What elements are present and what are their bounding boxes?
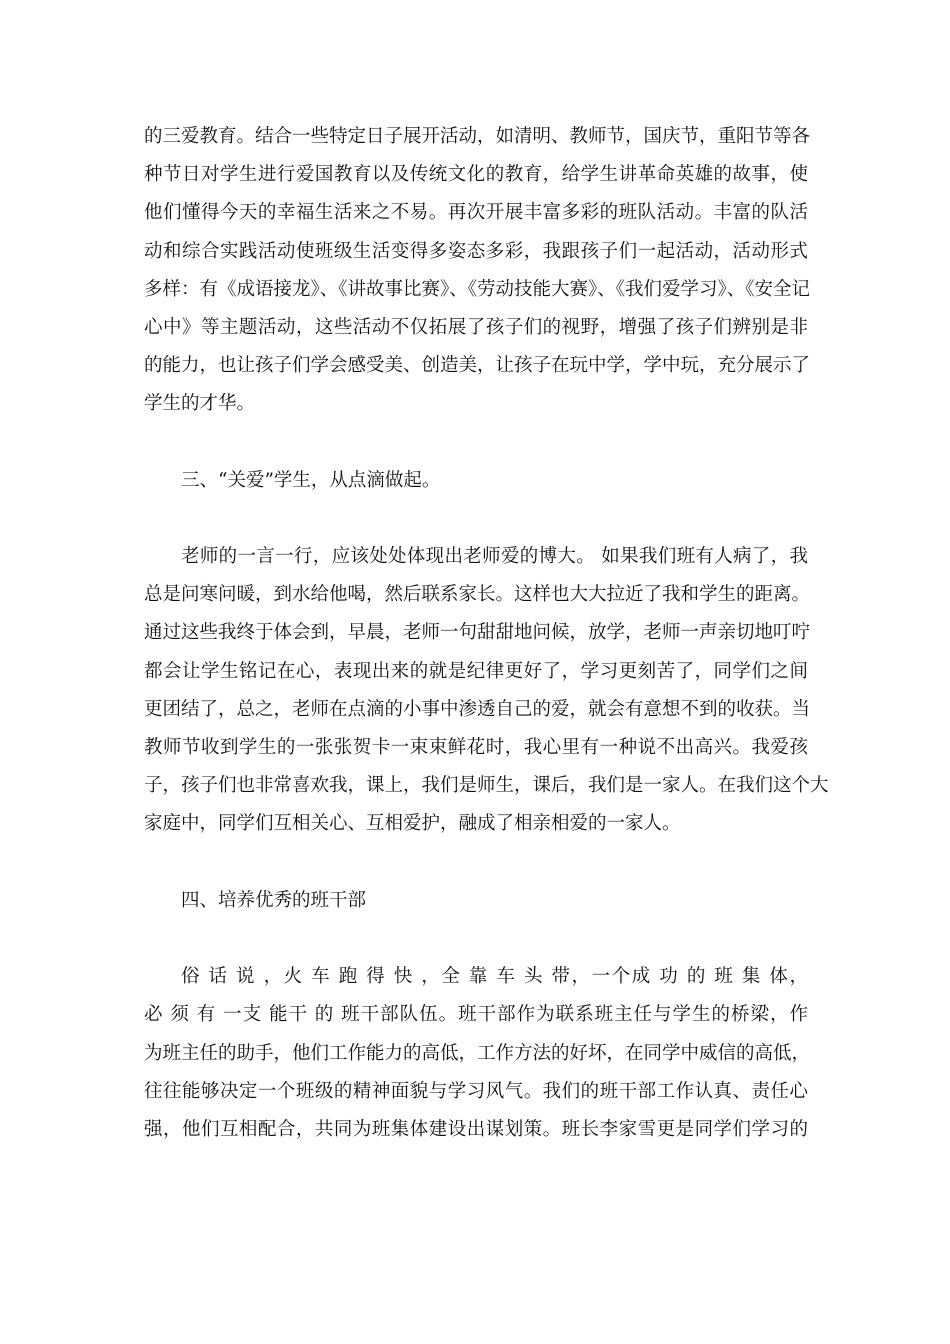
text-line: 多样：有《成语接龙》、《讲故事比赛》、《劳动技能大赛》、《我们爱学习》、《安全记	[144, 278, 811, 300]
text-line: 心中》等主题活动，这些活动不仅拓展了孩子们的视野，增强了孩子们辨别是非	[144, 316, 808, 338]
section-heading-4: 四、培养优秀的班干部	[181, 889, 367, 911]
text-line: 的能力，也让孩子们学会感受美、创造美，让孩子在玩中学，学中玩，充分展示了	[144, 355, 811, 377]
text-line: 都会让学生铭记在心，表现出来的就是纪律更好了，学习更刻苦了，同学们之间	[144, 660, 808, 682]
text-line: 学生的才华。	[144, 393, 256, 415]
text-line: 往往能够决定一个班级的精神面貌与学习风气。我们的班干部工作认真、责任心	[144, 1080, 808, 1102]
text-line: 动和综合实践活动使班级生活变得多姿态多彩，我跟孩子们一起活动，活动形式	[144, 240, 808, 262]
text-line: 教师节收到学生的一张张贺卡一束束鲜花时，我心里有一种说不出高兴。我爱孩	[144, 737, 808, 758]
text-line: 通过这些我终于体会到，早晨，老师一句甜甜地问候，放学，老师一声亲切地叮咛	[144, 622, 811, 644]
text-line: 必 须 有 一支 能干 的 班干部队伍。班干部作为联系班主任与学生的桥梁，作	[144, 1004, 808, 1026]
text-line: 强，他们互相配合，共同为班集体建设出谋划策。班长李家雪更是同学们学习的	[144, 1118, 808, 1140]
text-line: 的三爱教育。结合一些特定日子展开活动，如清明、教师节，国庆节，重阳节等各	[144, 126, 811, 147]
paragraph-gap	[144, 920, 808, 958]
paragraph-1	[144, 118, 811, 424]
section-heading-3: 三、“关爱”学生，从点滴做起。	[181, 469, 441, 491]
text-line: 为班主任的助手，他们工作能力的高低，工作方法的好坏，在同学中威信的高低，	[144, 1042, 811, 1064]
paragraph-gap	[144, 844, 808, 882]
paragraph-gap	[144, 424, 808, 462]
paragraph-3	[144, 958, 811, 1149]
paragraph-2	[144, 538, 829, 844]
text-line: 种节日对学生进行爱国教育以及传统文化的教育，给学生讲革命英雄的故事，使	[144, 164, 808, 186]
paragraph-gap	[144, 500, 808, 538]
text-line: 他们懂得今天的幸福生活来之不易。再次开展丰富多彩的班队活动。丰富的队活	[144, 202, 808, 224]
document-body	[144, 118, 829, 1149]
text-line: 俗 话 说 ，火 车 跑 得 快 ，全 靠 车 头 带，一个成 功 的 班 集 体，	[181, 966, 808, 988]
text-line: 子，孩子们也非常喜欢我，课上，我们是师生，课后，我们是一家人。在我们这个大	[144, 775, 829, 797]
text-line: 家庭中，同学们互相关心、互相爱护，融成了相亲相爱的一家人。	[144, 813, 681, 835]
text-line: 更团结了，总之，老师在点滴的小事中渗透自己的爱，就会有意想不到的收获。当	[144, 698, 811, 720]
text-line: 老师的一言一行，应该处处体现出老师爱的博大。 如果我们班有人病了，我	[181, 546, 808, 568]
text-line: 总是问寒问暖，到水给他喝，然后联系家长。这样也大大拉近了我和学生的距离。	[144, 584, 811, 606]
